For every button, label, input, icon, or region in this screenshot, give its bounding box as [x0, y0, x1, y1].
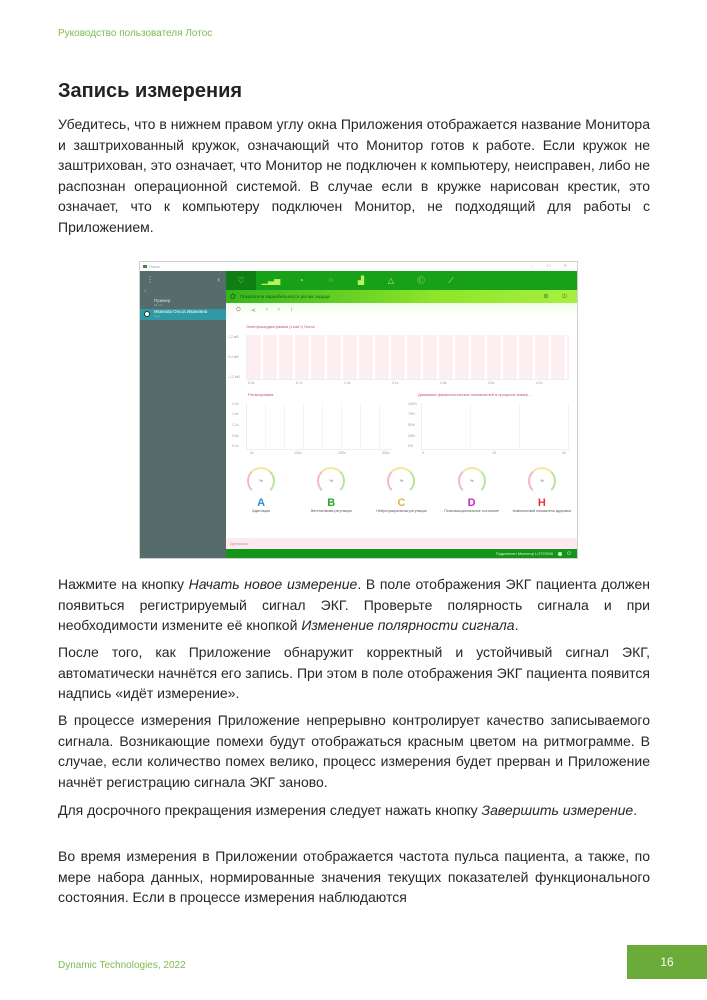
ecg-ytick: 1.2 мВ: [228, 335, 239, 339]
rhythm-ytick: 0.4с: [232, 444, 239, 448]
dynamics-ytick: 25%: [408, 434, 416, 438]
monitor-status: Подключен Монитор LOTOS00: [495, 551, 554, 556]
patient-name: Иванова Ольга Ивановна: [154, 309, 208, 314]
ecg-ytick: 0.4 мВ: [228, 355, 239, 359]
dynamics-xtick: 0: [422, 451, 424, 455]
text: .: [514, 617, 519, 633]
window-controls[interactable]: – ☐ ✕: [531, 263, 573, 268]
text: Нажмите на кнопку: [58, 576, 189, 592]
gauges-row: [226, 467, 577, 533]
paragraph-auto-record: После того, как Приложение обнаружит корректный и устойчивый сигнал ЭКГ, автоматически начнётся его запись. При этом в поле отображения ЭКГ пациента появится надпись «идёт измерение».: [58, 644, 650, 701]
gauge-letter: B: [327, 497, 336, 509]
rhythm-xtick: 300с: [382, 451, 390, 455]
dynamics-chart: [421, 403, 570, 450]
patient-sub: Злат: [154, 314, 161, 318]
menu-icon[interactable]: ⋮: [146, 275, 154, 284]
gauge-dial-icon: [528, 467, 556, 495]
gauge-letter: A: [257, 497, 266, 509]
section-title: Запись измерения: [58, 80, 243, 102]
paragraph-quality-control: В процессе измерения Приложение непрерывно контролирует качество записываемого сигнала. Возникающие помехи будут отображаться красным цветом на ритмограмме. В случае, если количество помех велико, процесс измерения будет прерван и Приложение начнёт регистрацию сигнала ЭКГ заново.: [58, 712, 650, 790]
status-bar: [226, 549, 577, 558]
rhythm-ytick: 1.6с: [232, 412, 239, 416]
tab-gauge-icon[interactable]: ◔: [298, 276, 304, 285]
paragraph-early-stop: [58, 800, 650, 821]
tab-heart-ecg-icon[interactable]: ♡: [226, 271, 256, 290]
window-title: Лотос: [149, 264, 160, 269]
ecg-xtick: 4.2с: [536, 381, 543, 385]
gauge-label: Вегетативная регуляция: [310, 509, 352, 513]
lotus-icon: ✿: [229, 292, 237, 301]
settings-power-icons[interactable]: ⚙ ⏻: [543, 293, 573, 300]
dynamics-ytick: 50%: [408, 423, 416, 427]
gauge-dial-icon: [317, 467, 345, 495]
app-logo-icon: [143, 265, 147, 268]
ecg-chart: [246, 335, 569, 380]
gauge-label: Адаптация: [252, 509, 271, 513]
gauge-dial-icon: [458, 467, 486, 495]
window-titlebar: [140, 262, 577, 271]
banner-title: Показатели вариабельности ритма сердца: [240, 294, 330, 299]
gauge-neurohumoral: [371, 467, 431, 533]
patient-sub: 32 лет: [154, 303, 163, 307]
patient-sidebar: [140, 271, 226, 558]
new-measurement-icon[interactable]: ⛭: [236, 306, 241, 313]
tab-bar-chart-icon[interactable]: ▁▃▅: [261, 276, 281, 285]
tab-line-chart-icon[interactable]: ⟋: [448, 275, 454, 285]
ecg-xtick: 1.4с: [344, 381, 351, 385]
gauge-psychoemotional: [442, 467, 502, 533]
paragraph-during-measurement: Во время измерения в Приложении отображается частота пульса пациента, а также, по мере набора данных, нормированные значения текущих показателей функционального состояния. Если в процессе измерения наблюдаются: [58, 848, 650, 905]
gauge-value: %: [399, 478, 404, 483]
avatar: [144, 311, 150, 317]
ecg-xtick: 2.8с: [440, 381, 447, 385]
rhythm-ytick: 1.2с: [232, 423, 239, 427]
dynamics-ytick: 100%: [408, 402, 417, 406]
tab-triangle-icon[interactable]: △: [387, 276, 395, 285]
monitor-ready-icon: [558, 552, 562, 556]
search-icon[interactable]: ⌕: [144, 288, 147, 294]
polarity-icon[interactable]: ↕: [289, 307, 293, 313]
tab-dots-cluster-icon[interactable]: ⁘: [327, 276, 335, 285]
gauge-letter: C: [397, 497, 406, 509]
dynamics-ytick: 75%: [408, 412, 416, 416]
ecg-xtick: 3.5с: [488, 381, 495, 385]
rhythm-title: Ритмограмма: [248, 392, 274, 397]
power-icon[interactable]: ⏻: [567, 550, 571, 557]
rhythm-xtick: 0с: [250, 451, 254, 455]
text: Для досрочного прекращения измерения следует нажать кнопку: [58, 802, 482, 818]
ecg-title: Электрокардиограмма (Lead I) Лотос: [246, 324, 315, 329]
gauge-label: Комплексный показатель здоровья: [512, 509, 572, 513]
patient-item-ivanova[interactable]: [140, 309, 226, 320]
button-reference-polarity: Изменение полярности сигнала: [301, 617, 515, 633]
gauge-value: %: [259, 478, 263, 483]
button-reference-start: Начать новое измерение: [188, 576, 358, 592]
section-banner: [226, 290, 577, 303]
paragraph-start-measurement: [58, 574, 650, 636]
ecg-xtick: 0.7с: [296, 381, 303, 385]
prev-icon[interactable]: ‹: [265, 307, 268, 313]
rhythmogram-chart: [246, 403, 392, 450]
rhythm-xtick: 200с: [338, 451, 346, 455]
app-screenshot: [139, 261, 578, 559]
measurement-content: [226, 317, 577, 538]
patient-name: Пример: [154, 298, 171, 303]
button-reference-finish: Завершить измерение: [481, 802, 634, 818]
gauge-vegetative: [301, 467, 361, 533]
top-navigation: [226, 271, 577, 290]
tab-area-chart-icon[interactable]: ▟: [357, 276, 365, 285]
rhythm-xtick: 100с: [294, 451, 302, 455]
text: . В поле отображения ЭКГ пациента должен появиться регистрируемый сигнал ЭКГ. Проверьте полярность сигнала и при необходимости измените её кнопкой: [58, 576, 650, 633]
running-header: Руководство пользователя Лотос: [58, 28, 213, 39]
ecg-ytick: -1.2 мВ: [228, 375, 240, 379]
collapse-icon[interactable]: ‹: [217, 275, 220, 284]
text: .: [633, 802, 638, 818]
patient-item-example[interactable]: [140, 298, 226, 309]
dynamics-title: Динамика физиологических показателей в процессе измер...: [418, 392, 532, 397]
measurement-toolbar: [226, 303, 577, 317]
gauge-dial-icon: [387, 467, 415, 495]
gauge-value: %: [329, 478, 334, 483]
gauge-label: Психоэмоциональное состояние: [444, 509, 499, 513]
first-icon[interactable]: ⋖: [250, 307, 256, 314]
ecg-xtick: 0.0с: [248, 381, 255, 385]
rhythm-ytick: 0.8с: [232, 434, 239, 438]
gauge-value: %: [540, 478, 544, 483]
page-number: 16: [627, 945, 707, 979]
gauge-letter: D: [467, 497, 476, 509]
gauge-letter: H: [537, 497, 546, 509]
gauge-health: [512, 467, 572, 533]
gauge-value: %: [469, 478, 474, 483]
ecg-xtick: 2.1с: [392, 381, 399, 385]
dynamics-bar: Динамика: [226, 538, 577, 549]
gauge-adaptation: [231, 467, 291, 533]
tab-circle-c-icon[interactable]: Ⓒ: [417, 276, 425, 285]
gauge-dial-icon: [247, 467, 275, 495]
paragraph-monitor-check: Убедитесь, что в нижнем правом углу окна Приложения отображается название Монитора и заштрихованный кружок, означающий что Монитор готов к работе. Если кружок не заштрихован, это означает, что Монитор не подключен к компьютеру, неисправен, либо не распознан операционной системой. В случае если в кружке нарисован крестик, это означает, что к компьютеру подключен Монитор, не подходящий для работы с Приложением.: [58, 116, 650, 235]
dynamics-xtick: 30: [562, 451, 566, 455]
dynamics-xtick: 15: [492, 451, 496, 455]
gauge-label: Нейрогуморальная регуляция: [376, 509, 427, 513]
rhythm-ytick: 2.0с: [232, 402, 239, 406]
next-icon[interactable]: ›: [277, 307, 280, 313]
footer-company: Dynamic Technologies, 2022: [58, 960, 186, 971]
dynamics-ytick: 0%: [408, 444, 414, 448]
